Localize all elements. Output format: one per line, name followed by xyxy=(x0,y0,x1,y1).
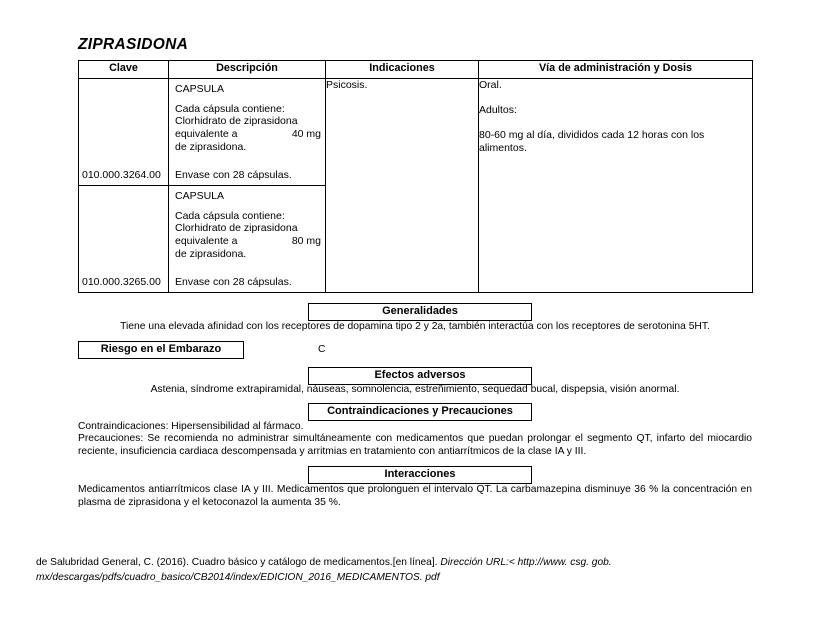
equivalence-label-1: equivalente a xyxy=(175,128,238,141)
indicaciones-text: Psicosis. xyxy=(326,78,368,91)
equivalence-tail-1: de ziprasidona. xyxy=(175,141,247,154)
descripcion-cell-1 xyxy=(169,79,325,186)
package-2: Envase con 28 cápsulas. xyxy=(175,275,292,288)
precauciones-text: Precauciones: Se recomienda no administrar simultáneamente con medicamentos que puedan prolongar el segmento QT, infarto del miocardio reciente, insuficiencia cardiaca descompensada y arritmias en tratamiento con antiarrítmicos de la clase IA y III. xyxy=(78,433,752,458)
via-administracion-cell xyxy=(479,78,753,292)
dose-text: 80-60 mg al día, divididos cada 12 horas con los alimentos. xyxy=(479,129,705,155)
strength-2: 80 mg xyxy=(291,235,321,248)
population-text: Adultos: xyxy=(479,104,517,116)
descripcion-cell-2 xyxy=(169,185,325,292)
column-header-via: Vía de administración y Dosis xyxy=(479,61,753,79)
column-header-indicaciones: Indicaciones xyxy=(326,61,479,79)
indicaciones-cell xyxy=(326,78,479,292)
section-header-riesgo-embarazo: Riesgo en el Embarazo xyxy=(78,341,244,359)
citation-url: Dirección URL:< http://www. csg. gob. mx/descargas/pdfs/cuadro_basico/CB2014/index/EDICION_2016_MEDICAMENTOS. pdf xyxy=(36,557,612,583)
riesgo-embarazo-value: C xyxy=(318,344,326,355)
route-text: Oral. xyxy=(479,78,502,91)
clave-code-1: 010.000.3264.00 xyxy=(82,168,161,181)
table-row xyxy=(79,79,169,186)
table-body-row xyxy=(79,78,753,292)
section-header-contraindicaciones: Contraindicaciones y Precauciones xyxy=(308,403,532,421)
efectos-adversos-text: Astenia, síndrome extrapiramidal, náuseas, somnolencia, estreñimiento, sequedad bucal, dispepsia, visión anormal. xyxy=(150,384,680,395)
table-row xyxy=(79,185,169,292)
column-header-clave: Clave xyxy=(79,61,169,79)
dosage-form-1: CAPSULA xyxy=(175,82,225,95)
clave-cell-2 xyxy=(79,185,169,292)
section-header-interacciones: Interacciones xyxy=(308,466,532,484)
medication-table xyxy=(78,60,753,293)
dosage-form-2: CAPSULA xyxy=(175,189,225,202)
column-header-descripcion: Descripción xyxy=(169,61,326,79)
interacciones-text: Medicamentos antiarrítmicos clase IA y III. Medicamentos que prolonguen el intervalo QT. La carbamazepina disminuye 36 % la concentración en plasma de ziprasidona y el ketoconazol la aumenta 35 %. xyxy=(78,484,752,509)
generalidades-text: Tiene una elevada afinidad con los receptores de dopamina tipo 2 y 2a, también interactúa con los receptores de serotonina 5HT. xyxy=(120,321,710,332)
equivalence-label-2: equivalente a xyxy=(175,235,238,248)
salt-name-2: Clorhidrato de ziprasidona xyxy=(175,222,298,235)
equivalence-tail-2: de ziprasidona. xyxy=(175,248,247,261)
table-row xyxy=(169,185,325,292)
package-1: Envase con 28 cápsulas. xyxy=(175,168,292,181)
section-header-generalidades: Generalidades xyxy=(308,303,532,321)
clave-column-cell xyxy=(79,78,169,292)
contains-label-1: Cada cápsula contiene: xyxy=(175,102,285,115)
footer-citation xyxy=(36,556,726,586)
strength-1: 40 mg xyxy=(291,128,321,141)
contains-label-2: Cada cápsula contiene: xyxy=(175,209,285,222)
page-title: ZIPRASIDONA xyxy=(78,36,189,53)
contraindicaciones-text: Contraindicaciones: Hipersensibilidad al fármaco. xyxy=(78,421,304,432)
section-header-efectos-adversos: Efectos adversos xyxy=(308,367,532,385)
clave-code-2: 010.000.3265.00 xyxy=(82,275,161,288)
table-row xyxy=(169,79,325,186)
clave-cell-1 xyxy=(79,79,169,186)
citation-plain: de Salubridad General, C. (2016). Cuadro básico y catálogo de medicamentos.[en línea]. xyxy=(36,557,441,568)
salt-name-1: Clorhidrato de ziprasidona xyxy=(175,115,298,128)
descripcion-column-cell xyxy=(169,78,326,292)
table-header-row xyxy=(79,61,753,79)
